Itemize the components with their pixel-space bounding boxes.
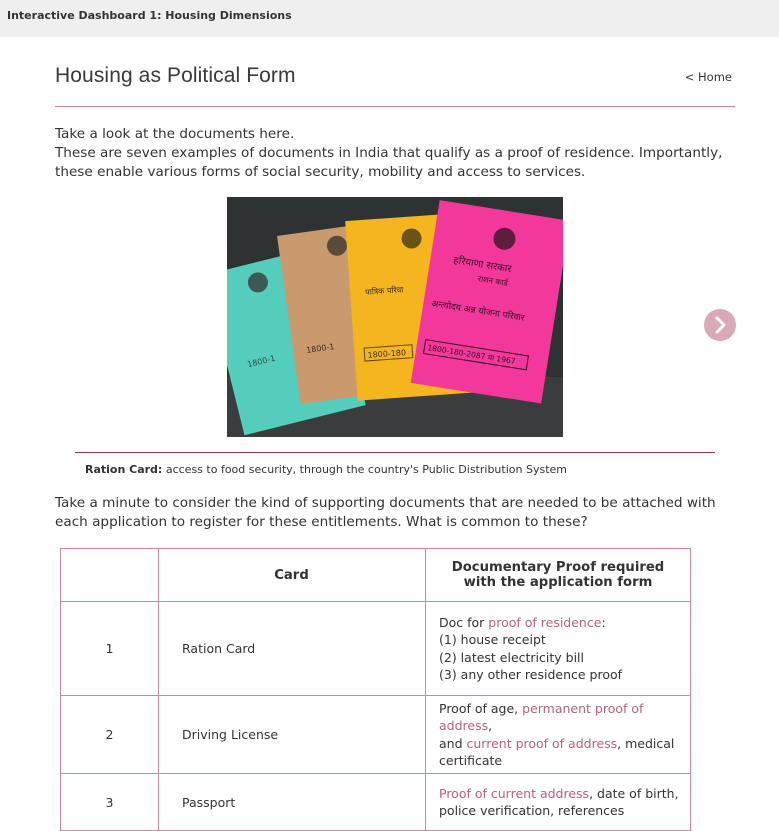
- header-proof: Documentary Proof required with the application form: [426, 549, 691, 602]
- card-phone-tan: 1800-1: [305, 342, 335, 355]
- card-phone-pink: 1800-180-2087 या 1967: [426, 343, 517, 366]
- chevron-right-icon: [710, 315, 730, 335]
- caption-text: access to food security, through the country's Public Distribution System: [162, 463, 567, 476]
- row-num: 1: [61, 602, 159, 696]
- proof-link[interactable]: Proof of current address: [439, 785, 590, 801]
- home-link[interactable]: < Home: [684, 70, 732, 84]
- header-card: Card: [159, 549, 426, 602]
- carousel-image: [227, 197, 563, 437]
- row-card: Ration Card: [159, 602, 426, 696]
- row-proof: Proof of current address, date of birth, police verification, references: [426, 774, 691, 831]
- question-text: Take a minute to consider the kind of supporting documents that are needed to be attached with each application to register for these entitlements. What is common to these?: [55, 495, 716, 530]
- caption-divider: [75, 452, 715, 453]
- intro-text: [55, 125, 735, 182]
- documents-table: [60, 548, 691, 831]
- window-title: Interactive Dashboard 1: Housing Dimensions: [7, 9, 292, 22]
- row-proof: Doc for proof of residence: (1) house receipt (2) latest electricity bill (3) any other residence proof: [426, 602, 691, 696]
- card-title-pink: हरियाणा सरकार: [452, 255, 513, 276]
- title-divider: [55, 106, 735, 107]
- proof-link[interactable]: proof of residence: [488, 614, 602, 630]
- intro-line-1: Take a look at the documents here.: [55, 126, 295, 142]
- page-title: Housing as Political Form: [55, 64, 296, 87]
- row-proof: Proof of age, permanent proof of address, and current proof of address, medical certificate: [426, 696, 691, 774]
- carousel-caption: [85, 463, 567, 476]
- carousel-next-button[interactable]: [704, 309, 736, 341]
- table-row: [61, 602, 691, 696]
- card-sub-pink: राशन कार्ड: [477, 274, 509, 288]
- row-card: Passport: [159, 774, 426, 831]
- caption-label: Ration Card:: [85, 463, 163, 476]
- card-scheme-pink: अन्त्योदय अन्न योजना परिवार: [430, 299, 526, 324]
- row-card: Driving License: [159, 696, 426, 774]
- table-header-row: [61, 549, 691, 602]
- row-num: 3: [61, 774, 159, 831]
- row-num: 2: [61, 696, 159, 774]
- proof-link[interactable]: permanent proof of address: [439, 700, 644, 733]
- proof-link[interactable]: current proof of address: [466, 735, 618, 751]
- card-phone-teal: 1800-1: [246, 353, 277, 370]
- intro-line-2: These are seven examples of documents in India that qualify as a proof of residence. Importantly, these enable various forms of social security, mobility and access to services.: [55, 145, 723, 180]
- top-bar: [0, 0, 779, 37]
- svg-text:पात्रिक परिवा: पात्रिक परिवा: [364, 285, 404, 297]
- table-row: [61, 696, 691, 774]
- header-num: [61, 549, 159, 602]
- card-phone-yellow: 1800-180: [367, 348, 407, 360]
